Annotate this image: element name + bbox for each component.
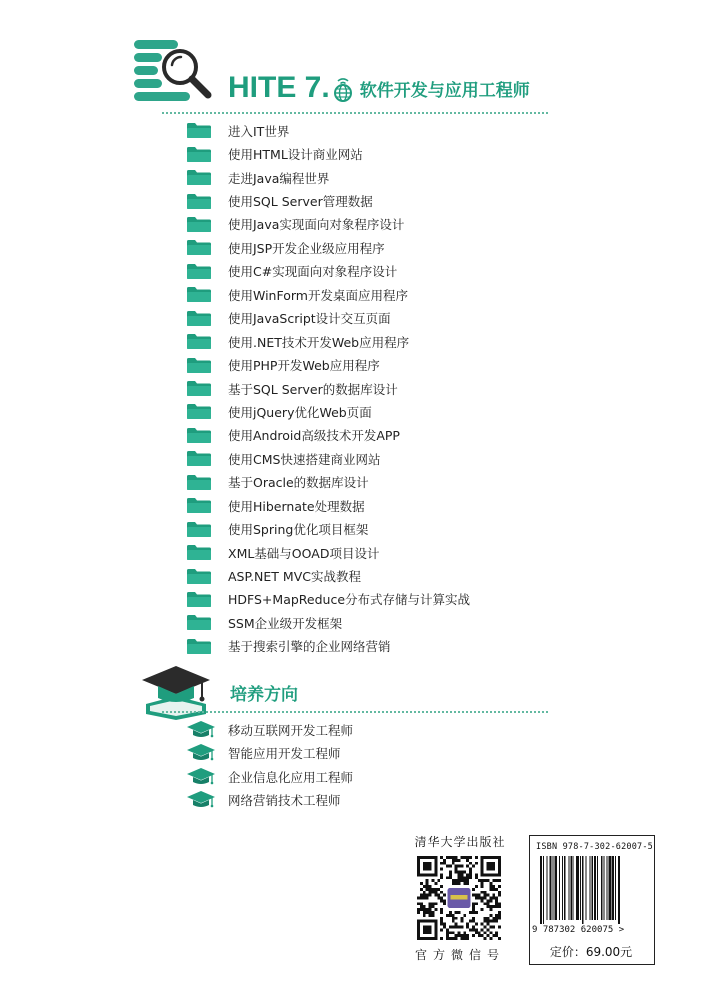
course-label: 走进Java编程世界 (228, 170, 330, 186)
direction-label: 企业信息化应用工程师 (228, 769, 354, 785)
series-brand (228, 70, 530, 106)
course-label: 基于搜索引擎的企业网络营销 (228, 639, 391, 655)
header-divider (162, 112, 548, 114)
course-item (186, 494, 586, 517)
section-divider (162, 711, 548, 713)
course-item (186, 564, 586, 587)
publisher-name: 清华大学出版社 (414, 835, 506, 849)
direction-label: 智能应用开发工程师 (228, 746, 341, 762)
course-item (186, 260, 586, 283)
course-label: 使用C#实现面向对象程序设计 (228, 264, 398, 280)
course-item (186, 517, 586, 540)
folder-icon (186, 263, 212, 280)
series-subtitle: 软件开发与应用工程师 (359, 80, 530, 101)
course-label: HDFS+MapReduce分布式存储与计算实战 (228, 592, 471, 608)
course-item (186, 236, 586, 259)
series-title: HITE 7. (228, 71, 330, 104)
course-label: 使用Java实现面向对象程序设计 (228, 217, 405, 233)
course-item (186, 283, 586, 306)
training-title: 培养方向 (230, 685, 298, 705)
direction-label: 网络营销技术工程师 (228, 793, 341, 809)
course-label: 使用HTML设计商业网站 (228, 147, 363, 163)
graduation-cap-icon (186, 767, 216, 787)
course-label: SSM企业级开发框架 (228, 615, 343, 631)
course-item (186, 119, 586, 142)
folder-icon (186, 193, 212, 210)
course-label: 使用jQuery优化Web页面 (228, 404, 372, 420)
course-label: 使用SQL Server管理数据 (228, 194, 373, 210)
direction-item (186, 765, 353, 789)
course-item (186, 541, 586, 564)
globe-wifi-icon (332, 74, 354, 102)
folder-icon (186, 146, 212, 163)
course-item (186, 424, 586, 447)
course-item (186, 635, 586, 658)
course-item (186, 611, 586, 634)
folder-icon (186, 614, 212, 631)
book-magnifier-icon (132, 38, 214, 102)
course-list (186, 119, 586, 658)
course-label: XML基础与OOAD项目设计 (228, 545, 380, 561)
direction-item (186, 742, 353, 766)
folder-icon (186, 216, 212, 233)
course-label: 使用Spring优化项目框架 (228, 522, 369, 538)
folder-icon (186, 286, 212, 303)
course-item (186, 377, 586, 400)
folder-icon (186, 380, 212, 397)
course-item (186, 400, 586, 423)
course-label: 使用Hibernate处理数据 (228, 498, 365, 514)
folder-icon (186, 544, 212, 561)
folder-icon (186, 427, 212, 444)
course-item (186, 471, 586, 494)
course-label: 基于SQL Server的数据库设计 (228, 381, 398, 397)
folder-icon (186, 403, 212, 420)
course-label: 使用Android高级技术开发APP (228, 428, 400, 444)
direction-list (186, 718, 353, 812)
course-item (186, 353, 586, 376)
course-label: 基于Oracle的数据库设计 (228, 475, 369, 491)
graduation-cap-icon (186, 720, 216, 740)
folder-icon (186, 122, 212, 139)
course-item (186, 588, 586, 611)
folder-icon (186, 239, 212, 256)
direction-item (186, 718, 353, 742)
course-item (186, 166, 586, 189)
course-label: 进入IT世界 (228, 123, 290, 139)
course-label: ASP.NET MVC实战教程 (228, 569, 361, 585)
course-item (186, 213, 586, 236)
folder-icon (186, 450, 212, 467)
wechat-qr-code (417, 856, 501, 940)
course-label: 使用CMS快速搭建商业网站 (228, 451, 381, 467)
graduation-cap-icon (186, 743, 216, 763)
course-item (186, 189, 586, 212)
price-label: 定价：69.00元 (549, 945, 633, 959)
folder-icon (186, 497, 212, 514)
course-item (186, 447, 586, 470)
folder-icon (186, 474, 212, 491)
direction-label: 移动互联网开发工程师 (228, 722, 354, 738)
isbn-text: ISBN 978-7-302-62007-5 (536, 842, 653, 852)
folder-icon (186, 357, 212, 374)
direction-item (186, 789, 353, 813)
folder-icon (186, 310, 212, 327)
folder-icon (186, 638, 212, 655)
folder-icon (186, 568, 212, 585)
barcode-image (538, 856, 646, 924)
course-label: 使用JSP开发企业级应用程序 (228, 240, 385, 256)
folder-icon (186, 333, 212, 350)
folder-icon (186, 169, 212, 186)
course-label: 使用WinForm开发桌面应用程序 (228, 287, 408, 303)
folder-icon (186, 521, 212, 538)
course-item (186, 307, 586, 330)
course-item (186, 142, 586, 165)
graduation-cap-icon (186, 790, 216, 810)
course-item (186, 330, 586, 353)
course-label: 使用.NET技术开发Web应用程序 (228, 334, 410, 350)
course-label: 使用JavaScript设计交互页面 (228, 311, 391, 327)
qr-caption: 官方微信号 (414, 948, 505, 962)
course-label: 使用PHP开发Web应用程序 (228, 358, 380, 374)
folder-icon (186, 591, 212, 608)
barcode-digits: 9 787302 620075 > (532, 925, 625, 935)
